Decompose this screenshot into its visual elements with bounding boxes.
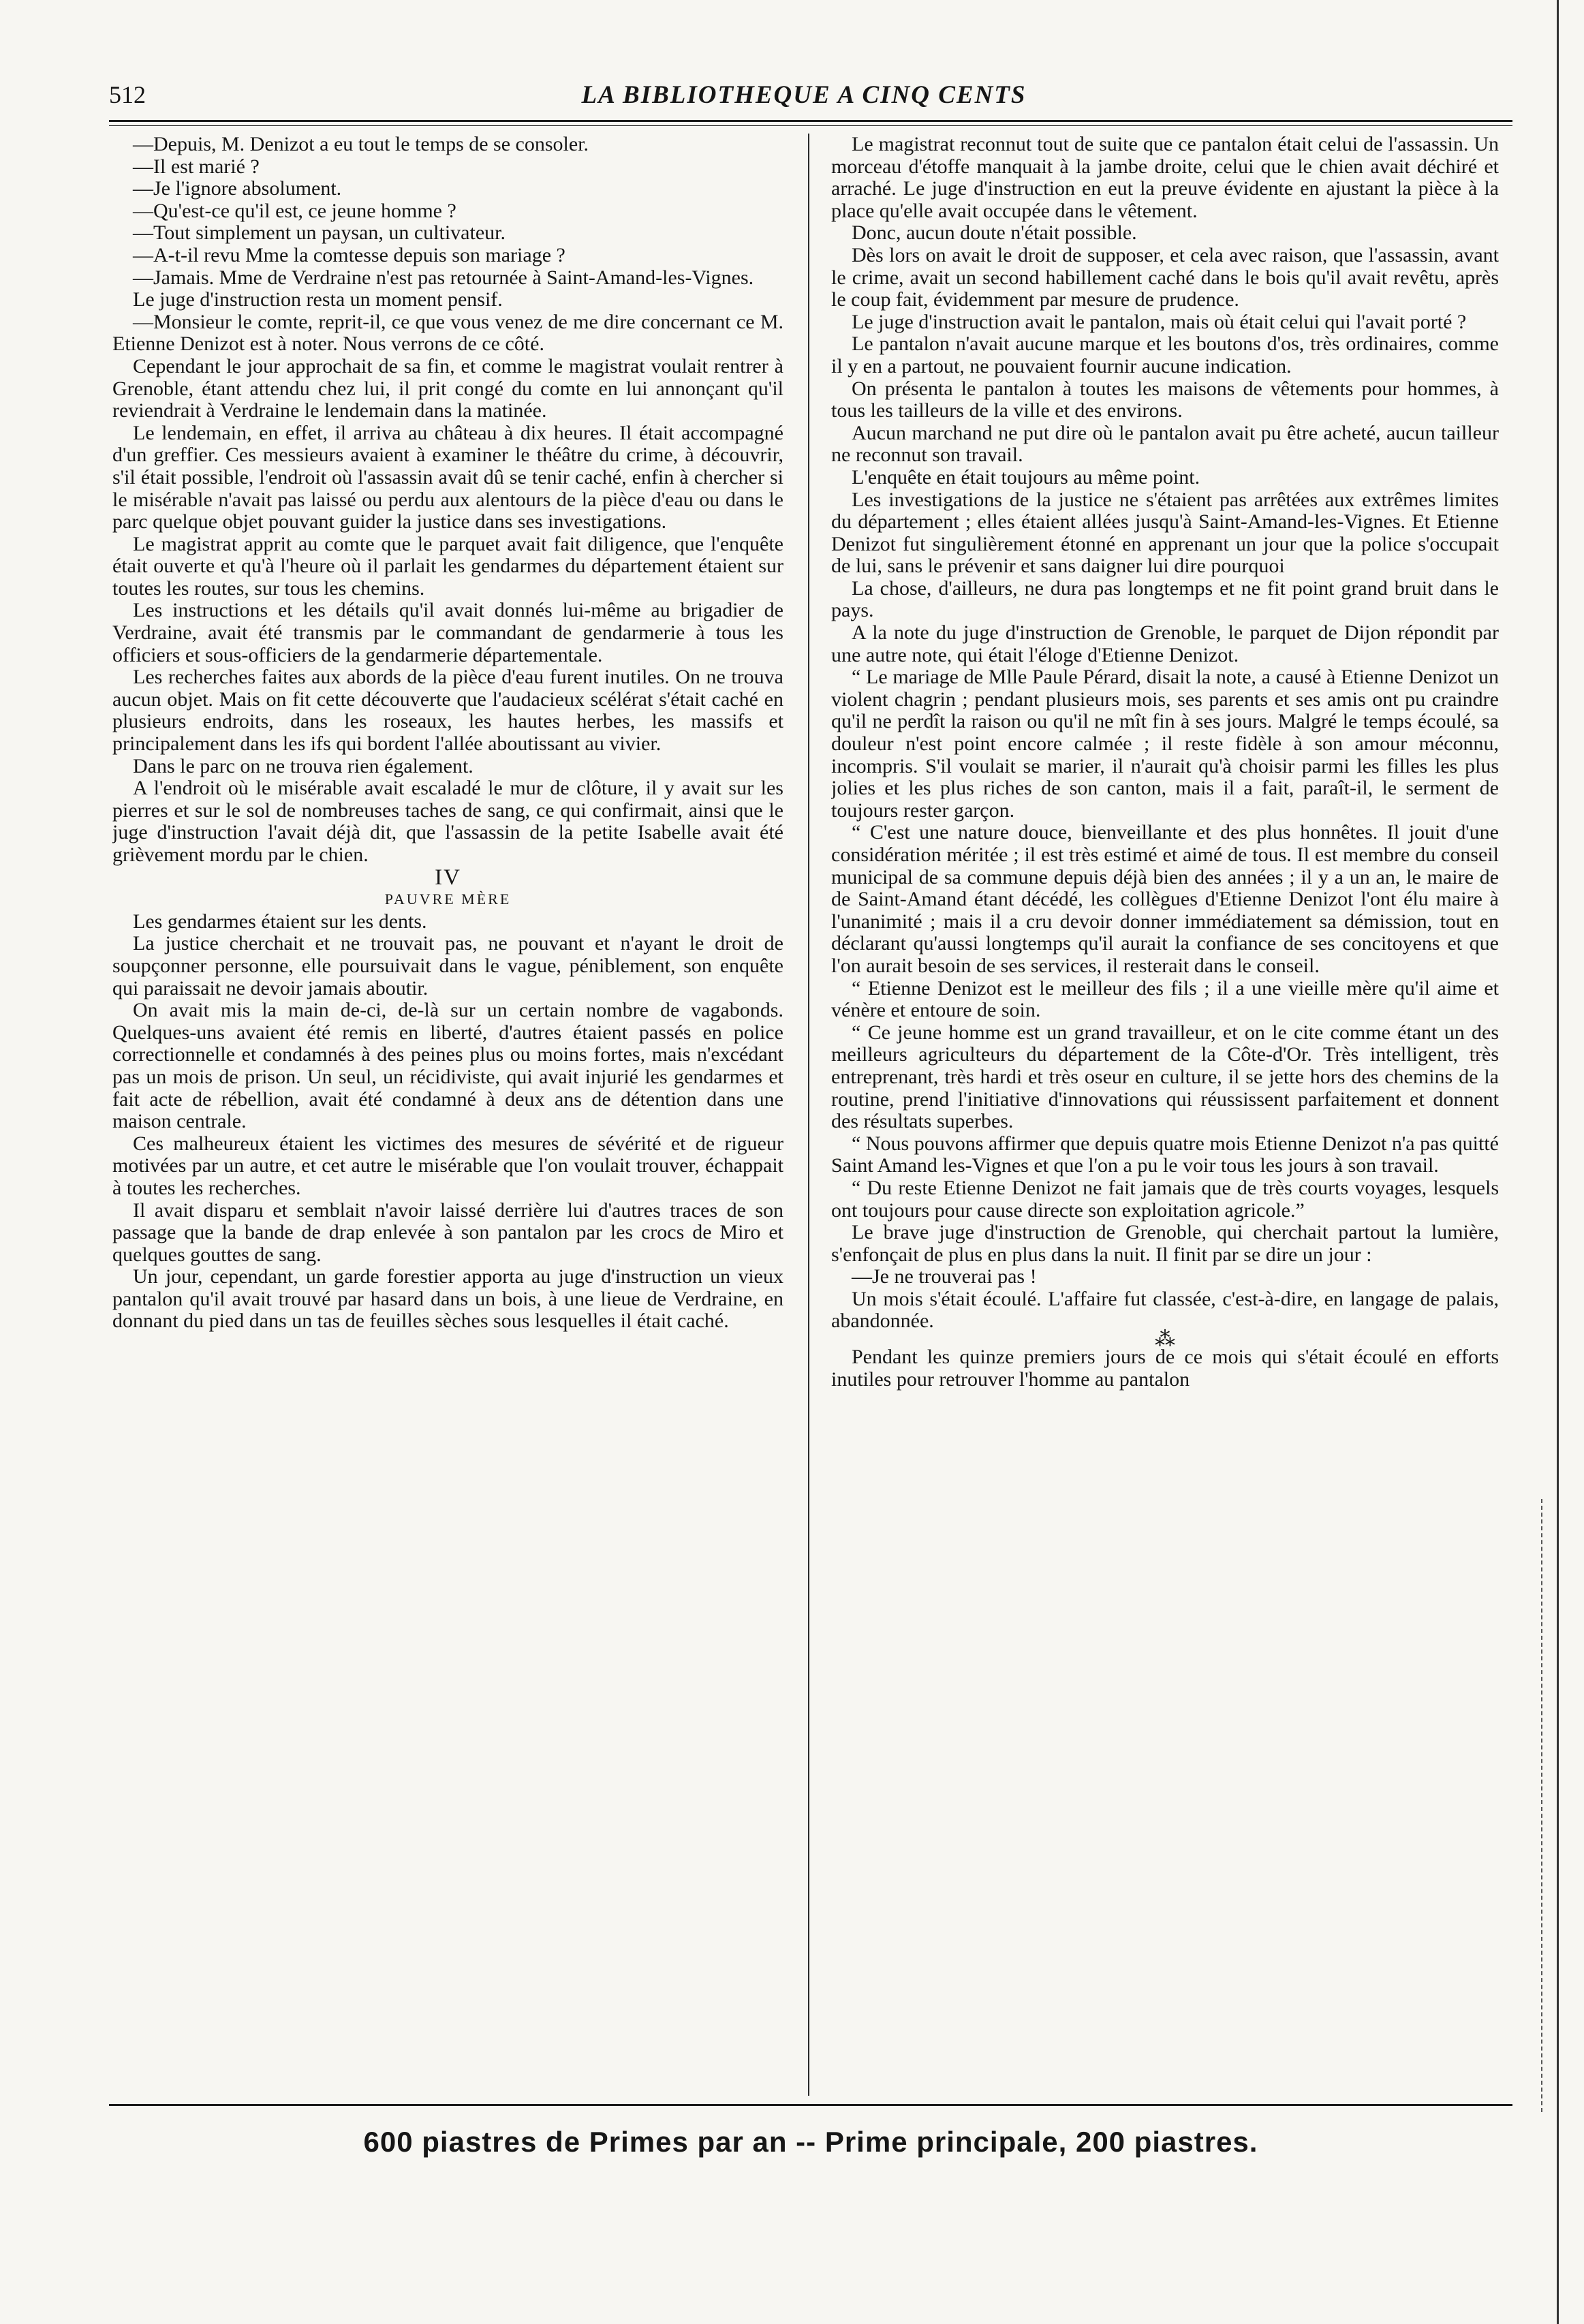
paragraph: —Qu'est-ce qu'il est, ce jeune homme ? (133, 199, 456, 222)
paragraph: Le juge d'instruction resta un moment pensif. (133, 288, 503, 311)
paragraph: —Tout simplement un paysan, un cultivateur. (133, 221, 506, 245)
paragraph: Le magistrat reconnut tout de suite que ce pantalon était celui de l'assassin. Un morceau d'étoffe manquait à la jambe droite, celui que le chien avait déchiré et arraché. Le juge d'instruction en eut la preuve évidente en ajustant la pièce à la place qu'elle avait occupée dans le vêtement. (831, 134, 1499, 222)
paragraph: —Je ne trouverai pas ! (852, 1265, 1037, 1288)
paragraph: Cependant le jour approchait de sa fin, et comme le magistrat voulait rentrer à Grenoble, étant attendu chez lui, il prit congé du comte en lui annonçant qu'il reviendrait à Verdraine le lendemain dans la matinée. (112, 354, 783, 422)
paragraph: Le pantalon n'avait aucune marque et les boutons d'os, très ordinaires, comme il y en a partout, ne pouvaient fournir aucune indication. (831, 332, 1499, 377)
paragraph: La chose, d'ailleurs, ne dura pas longtemps et ne fit point grand bruit dans le pays. (831, 576, 1499, 622)
left-paragraphs (112, 134, 783, 867)
header-rule-thin (109, 125, 1512, 126)
paragraph: L'enquête en était toujours au même point. (852, 465, 1200, 489)
paragraph: Les investigations de la justice ne s'étaient pas arrêtées aux extrêmes limites du département ; elles étaient allées jusqu'à Saint-Amand-les-Vignes. Et Etienne Denizot fut singulièrement étonné en apprenant un jour que la police s'occupait de lui, sans le prévenir et sans daigner lui dire pourquoi (831, 488, 1499, 578)
paragraph: “ C'est une nature douce, bienveillante et des plus honnêtes. Il jouit d'une considération méritée ; il est très estimé et aimé de tous. Il est membre du conseil municipal de sa commune depuis déjà bien des années ; il y a un an, le maire de de Saint-Amand étant décédé, les collègues d'Etienne Denizot l'ont élu maire à l'unanimité ; mais il a cru devoir donner immédiatement sa démission, tout en déclarant qu'aussi longtemps qu'il aurait la confiance de ses concitoyens et que l'on aurait besoin de ses services, il resterait dans le conseil. (831, 821, 1499, 977)
header-rule (109, 120, 1512, 122)
paragraph: “ Le mariage de Mlle Paule Pérard, disait la note, a causé à Etienne Denizot un violent chagrin ; pendant plusieurs mois, ses parents et ses amis ont pu craindre qu'il ne perdît la raison ou qu'il ne mît fin à ses jours. Malgré le temps écoulé, sa douleur n'est point encore calmée ; il reste fidèle à son amour méconnu, incompris. S'il voulait se marier, il n'aurait qu'à choisir parmi les filles les plus jolies et les plus riches de son canton, mais il a fait, paraît-il, le serment de toujours rester garçon. (831, 666, 1499, 822)
paragraph: Ces malheureux étaient les victimes des mesures de sévérité et de rigueur motivées par un autre, et cet autre le misérable que l'on voulait trouver, échappait à toutes les recherches. (112, 1132, 783, 1199)
paragraph: Les gendarmes étaient sur les dents. (133, 910, 427, 933)
paragraph: Un mois s'était écoulé. L'affaire fut classée, c'est-à-dire, en langage de palais, abandonnée. (831, 1287, 1499, 1333)
right-column (831, 134, 1499, 2096)
paragraph: “ Du reste Etienne Denizot ne fait jamais que de très courts voyages, lesquels ont toujours pour cause directe son exploitation agricole.” (831, 1176, 1499, 1222)
footer-rule (109, 2104, 1512, 2106)
right-paragraphs-after (831, 1346, 1499, 1391)
section-title: PAUVRE MÈRE (384, 890, 512, 908)
paragraph: Le lendemain, en effet, il arriva au château à dix heures. Il était accompagné d'un greffier. Ces messieurs avaient à examiner le théâtre du crime, à découvrir, s'il était possible, l'endroit où l'assassin avait dû se tenir caché, enfin à chercher si le misérable n'avait pas laissé ou perdu aux alentours de la pièce d'eau ou dans le parc quelque objet pouvant guider la justice dans ses investigations. (112, 421, 783, 533)
paragraph: —Je l'ignore absolument. (133, 177, 342, 200)
paragraph: Dès lors on avait le droit de supposer, et cela avec raison, que l'assassin, avant le crime, avait un second habillement caché dans le bois qu'il avait revêtu, après le coup fait, évidemment par mesure de prudence. (831, 243, 1499, 311)
paragraph: A l'endroit où le misérable avait escaladé le mur de clôture, il y avait sur les pierres et sur le sol de nombreuses taches de sang, ce qui confirmait, ainsi que le juge d'instruction l'avait déjà dit, que l'assassin de la petite Isabelle avait été grièvement mordu par le chien. (112, 777, 783, 866)
paragraph: Les instructions et les détails qu'il avait donnés lui-même au brigadier de Verdraine, avait été transmis par le commandant de gendarmerie à tous les officiers et sous-officiers de la gendarmerie départementale. (112, 599, 783, 666)
paragraph: Le magistrat apprit au comte que le parquet avait fait diligence, que l'enquête était ouverte et qu'à l'heure où il parlait les gendarmes du département étaient sur toutes les routes, sur tous les chemins. (112, 532, 783, 600)
paragraph: Pendant les quinze premiers jours de ce mois qui s'était écoulé en efforts inutiles pour retrouver l'homme au pantalon (831, 1346, 1499, 1391)
paragraph: —A-t-il revu Mme la comtesse depuis son mariage ? (133, 243, 565, 266)
paragraph: On présenta le pantalon à toutes les maisons de vêtements pour hommes, à tous les tailleurs de la ville et des environs. (831, 377, 1499, 422)
paragraph: Les recherches faites aux abords de la pièce d'eau furent inutiles. On ne trouva aucun objet. Mais on fit cette découverte que l'audacieux scélérat s'était caché en plusieurs endroits, dans les roseaux, les hautes herbes, les massifs et principalement dans les ifs qui bordent l'allée aboutissant au vivier. (112, 666, 783, 756)
paragraph: On avait mis la main de-ci, de-là sur un certain nombre de vagabonds. Quelques-uns avaient été remis en liberté, d'autres étaient passés en police correctionnelle et condamnés à des peines plus ou moins fortes, mais n'excédant pas un mois de prison. Un seul, un récidiviste, qui avait injurié les gendarmes et fait acte de rébellion, avait été condamné à deux ans de détention dans une maison centrale. (112, 999, 783, 1133)
page-number: 512 (109, 81, 146, 108)
paragraph: “ Nous pouvons affirmer que depuis quatre mois Etienne Denizot n'a pas quitté Saint Amand les-Vignes et que l'on a pu le voir tous les jours à son travail. (831, 1132, 1499, 1177)
page-header (109, 80, 1499, 114)
section-number: IV (435, 865, 461, 890)
paragraph: Le juge d'instruction avait le pantalon, mais où était celui qui l'avait porté ? (852, 310, 1467, 333)
paragraph: Il avait disparu et semblait n'avoir laissé derrière lui d'autres traces de son passage que la bande de drap enlevée à son pantalon par les crocs de Miro et quelques gouttes de sang. (112, 1198, 783, 1266)
page-edge-line (1557, 0, 1559, 2324)
paragraph: Donc, aucun doute n'était possible. (852, 221, 1137, 245)
paragraph: Dans le parc on ne trouva rien également. (133, 754, 473, 777)
paragraph: —Jamais. Mme de Verdraine n'est pas retournée à Saint-Amand-les-Vignes. (133, 266, 754, 289)
paragraph: Un jour, cependant, un garde forestier apporta au juge d'instruction un vieux pantalon qu'il avait trouvé par hasard dans un bois, à une lieue de Verdraine, en donnant du pied dans un tas de feuilles sèches sous lesquelles il était caché. (112, 1265, 783, 1333)
right-paragraphs (831, 134, 1499, 1333)
paragraph: “ Etienne Denizot est le meilleur des fils ; il a une vieille mère qu'il aime et vénère et entoure de soin. (831, 976, 1499, 1022)
footer-advert: 600 piastres de Primes par an -- Prime principale, 200 piastres. (363, 2126, 1258, 2158)
page-edge-tear (1541, 1499, 1542, 2112)
left-paragraphs-after (112, 911, 783, 1333)
paragraph: La justice cherchait et ne trouvait pas, ne pouvant et n'ayant le droit de soupçonner personne, elle poursuivait dans le vague, péniblement, son enquête qui paraissait ne devoir jamais aboutir. (112, 932, 783, 1000)
left-column (112, 134, 783, 2096)
paragraph: —Il est marié ? (133, 155, 260, 178)
paragraph: —Monsieur le comte, reprit-il, ce que vous venez de me dire concernant ce M. Etienne Denizot est à noter. Nous verrons de ce côté. (112, 310, 783, 356)
column-divider (808, 134, 809, 2096)
paragraph: Le brave juge d'instruction de Grenoble, qui cherchait partout la lumière, s'enfonçait de plus en plus dans la nuit. Il finit par se dire un jour : (831, 1221, 1499, 1266)
paragraph: —Depuis, M. Denizot a eu tout le temps de se consoler. (133, 134, 589, 155)
paragraph: Aucun marchand ne put dire où le pantalon avait pu être acheté, aucun tailleur ne reconnut son travail. (831, 421, 1499, 467)
paragraph: A la note du juge d'instruction de Grenoble, le parquet de Dijon répondit par une autre note, qui était l'éloge d'Etienne Denizot. (831, 621, 1499, 666)
running-title: LA BIBLIOTHEQUE A CINQ CENTS (581, 81, 1027, 109)
asterism: ⁂ (1155, 1328, 1175, 1351)
paragraph: “ Ce jeune homme est un grand travailleur, et on le cite comme étant un des meilleurs agriculteurs du département de la Côte-d'Or. Très intelligent, très entreprenant, très hardi et très oseur en culture, il se jette hors des chemins de la routine, prend l'initiative d'innovations qui réussissent parfaitement et donnent des résultats superbes. (831, 1021, 1499, 1133)
